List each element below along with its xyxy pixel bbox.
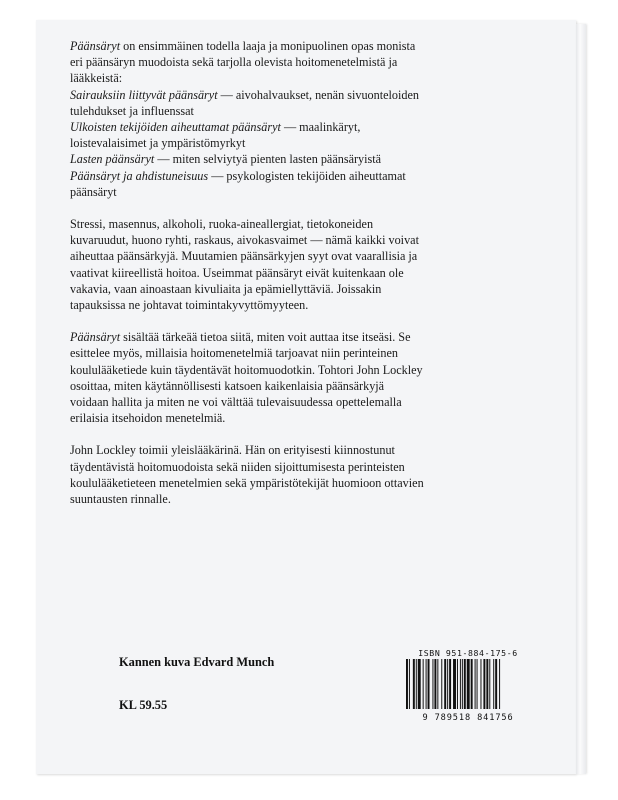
- author-line: suuntausten rinnalle.: [70, 492, 171, 507]
- intro-line: lääkkeistä:: [70, 71, 123, 86]
- book-para-line: esittelee myös, millaisia hoitomenetelmiä tarjoavat niin perinteinen: [70, 346, 398, 361]
- causes-line: vaativat kiireellistä hoitoa. Useimmat päänsäryt eivät kuitenkaan ole: [70, 265, 404, 280]
- isbn-text: ISBN 951-884-175-6: [418, 648, 518, 658]
- classification-code: KL 59.55: [119, 698, 168, 712]
- author-line: koululääketieteen menetelmien sekä ympäristötekijät huomioon ottavien: [70, 475, 424, 490]
- cover-credit: Kannen kuva Edvard Munch: [119, 655, 275, 669]
- barcode-number: 9 789518 841756: [422, 713, 514, 723]
- book-para-line: Päänsäryt sisältää tärkeää tietoa siitä, miten voit auttaa itse itseäsi. Se: [70, 330, 411, 345]
- author-line: täydentävistä hoitomuodoista sekä niiden sijoittumisesta perinteisten: [70, 459, 405, 474]
- causes-line: vakavia, vaan ainoastaan kivuliaita ja epämiellyttäviä. Joissakin: [70, 281, 382, 296]
- barcode: [405, 659, 529, 709]
- causes-line: kuvaruudut, huono ryhti, raskaus, aivokasvaimet — nämä kaikki voivat: [70, 233, 419, 248]
- page-edge: [576, 24, 586, 774]
- intro-line: eri päänsäryn muodoista sekä tarjolla olevista hoitomenetelmistä ja: [70, 55, 398, 70]
- topic-line: Sairauksiin liittyvät päänsäryt — aivohalvaukset, nenän sivuonteloiden: [70, 87, 419, 102]
- topic-line: tulehdukset ja influenssat: [70, 103, 194, 118]
- book-title-italic: Päänsäryt: [70, 39, 121, 53]
- topic-line: Lasten päänsäryt — miten selviytyä pienten lasten päänsäryistä: [70, 152, 382, 167]
- blurb-text: [70, 38, 540, 507]
- intro-line: Päänsäryt on ensimmäinen todella laaja ja monipuolinen opas monista: [70, 39, 416, 53]
- causes-line: aiheuttaa päänsärkyjä. Muutamien päänsärkyjen syyt ovat vaarallisia ja: [70, 249, 418, 264]
- topic-line: päänsäryt: [70, 184, 117, 199]
- book-para-line: osoittaa, miten käytännöllisesti katsoen kaikenlaisia päänsärkyjä: [70, 378, 385, 393]
- book-para-line: voidaan hallita ja miten ne voi välttää tulevaisuudessa opettelemalla: [70, 395, 402, 410]
- topic-line: Ulkoisten tekijöiden aiheuttamat päänsäryt — maalinkäryt,: [70, 120, 361, 135]
- topic-line: loistevalaisimet ja ympäristömyrkyt: [70, 136, 246, 151]
- author-line: John Lockley toimii yleislääkärinä. Hän on erityisesti kiinnostunut: [70, 443, 395, 458]
- topic-line: Päänsäryt ja ahdistuneisuus — psykologisten tekijöiden aiheuttamat: [70, 168, 406, 183]
- causes-line: tapauksissa ne johtavat toimintakyvyttömyyteen.: [70, 298, 309, 313]
- causes-line: Stressi, masennus, alkoholi, ruoka-aineallergiat, tietokoneiden: [70, 217, 374, 232]
- book-para-line: erilaisia itsehoidon menetelmiä.: [70, 411, 226, 426]
- book-para-line: koululääketiede kuin täydentävät hoitomuodotkin. Tohtori John Lockley: [70, 362, 423, 377]
